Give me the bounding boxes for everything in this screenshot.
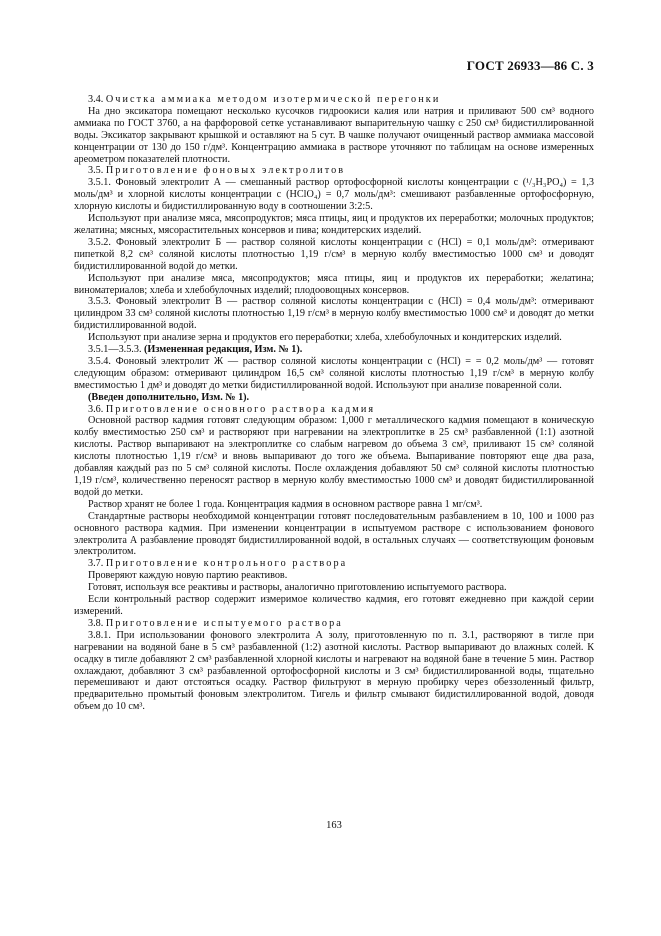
paragraph: 3.8.1. При использовании фонового электролита А золу, приготовленную по п. 3.1, растворяют в тигле при нагревании на водяной бане в 5 см³ разбавленной (1:2) азотной кислоты. Раствор выпаривают до влажных солей. К осадку в тигле добавляют 2 см³ разбавленной хлорной кислоты и нагревают на водяной бане в течение 5 мин. Раствор охлаждают, добавляют 3 см³ разбавленной ортофосфорной кислоты и 3 см³ бидистиллированной воды, тщательно перемешивают и дают отстояться осадку. Раствор фильтруют в мерную пробирку через обеззоленный фильтр, предварительно промытый фоновым электролитом. Тигель и фильтр смывают бидистиллированной водой, доводя объем до 10 см³.	[74, 629, 594, 713]
paragraph: 3.5.4. Фоновый электролит Ж — раствор соляной кислоты концентрации c (HCl) = = 0,2 моль/дм³ — готовят следующим образом: отмеривают цилиндром 16,5 см³ соляной кислоты плотностью 1,19 г/см³ в мерную колбу вместимостью 1 дм³ и доводят до метки бидистиллированной водой. Используют при анализе поваренной соли.	[74, 355, 594, 391]
section-heading: 3.7. Приготовление контрольного раствора	[88, 558, 348, 570]
section-heading: 3.6. Приготовление основного раствора кадмия	[88, 403, 376, 415]
paragraph: Готовят, используя все реактивы и растворы, аналогично приготовлению испытуемого раствора.	[88, 582, 507, 594]
section-heading: 3.5. Приготовление фоновых электролитов	[88, 165, 346, 177]
paragraph: 3.5.1. Фоновый электролит А — смешанный раствор ортофосфорной кислоты концентрации c (¹/₃H₃PO₄) = 1,3 моль/дм³ и хлорной кислоты концентрации c (HClO₄) = 0,7 моль/дм³: смешивают разбавленные ортофосфорную, хлорную кислоты и бидистиллированную воду в соотношении 3:2:5.	[74, 177, 594, 213]
paragraph: На дно эксикатора помещают несколько кусочков гидроокиси калия или натрия и приливают 500 см³ водного аммиака по ГОСТ 3760, а на фарфоровой сетке устанавливают выпарительную чашку с 250 см³ бидистиллированной воды. Эксикатор закрывают крышкой и оставляют на 5 сут. В чашке получают очищенный раствор аммиака массовой концентрации от 130 до 150 г/дм³. Концентрацию аммиака в растворе уточняют по таблицам на основе измеренных ареометром показателей плотности.	[74, 105, 594, 165]
paragraph: Если контрольный раствор содержит измеримое количество кадмия, его готовят ежедневно при каждой серии измерений.	[74, 594, 594, 617]
paragraph: Используют при анализе мяса, мясопродуктов; мяса птицы, яиц и продуктов их переработки; желатина; виноматериалов; хлеба и хлебобулочных изделий; плодоовощных консервов.	[74, 272, 594, 296]
paragraph: Проверяют каждую новую партию реактивов.	[88, 570, 288, 582]
paragraph: 3.5.3. Фоновый электролит В — раствор соляной кислоты концентрации c (HCl) = 0,4 моль/дм³: отмеривают цилиндром 33 см³ соляной кислоты плотностью 1,19 г/см³ в мерную колбу вместимостью 1000 см³ и доводят до метки бидистиллированной водой.	[74, 296, 594, 332]
section-heading: 3.8. Приготовление испытуемого раствора	[88, 617, 343, 629]
page-header: ГОСТ 26933—86 С. 3	[466, 58, 594, 73]
paragraph: Раствор хранят не более 1 года. Концентрация кадмия в основном растворе равна 1 мг/см³.	[88, 498, 483, 510]
paragraph: Стандартные растворы необходимой концентрации готовят последовательным разбавлением в 10, 100 и 1000 раз основного раствора кадмия. При изменении концентрации в испытуемом растворе с использованием фонового электролита А разбавление проводят бидистиллированной водой, в остальных случаях — соответствующим фоновым электролитом.	[74, 510, 594, 558]
paragraph: Используют при анализе зерна и продуктов его переработки; хлеба, хлебобулочных и кондитерских изделий.	[88, 332, 562, 344]
section-heading: 3.4. Очистка аммиака методом изотермической перегонки	[88, 94, 441, 105]
page-number: 163	[326, 820, 342, 831]
paragraph: Используют при анализе мяса, мясопродуктов; мяса птицы, яиц и продуктов их переработки; молочных продуктов; желатина; мясных, мясорастительных консервов и пива; кондитерских изделий.	[74, 213, 594, 236]
paragraph: Основной раствор кадмия готовят следующим образом: 1,000 г металлического кадмия помещают в коническую колбу вместимостью 250 см³ и растворяют при нагревании на электроплитке в 25 см³ разбавленной (1:1) азотной кислоты. Раствор выпаривают на электроплитке со слабым нагревом до объема 3 см³, приливают 15 см³ соляной кислоты плотностью 1,19 г/см³ и вновь выпаривают до того же объема. Выпаривание повторяют еще два раза, добавляя каждый раз по 5 см³ соляной кислоты. После охлаждения добавляют 50 см³ соляной кислоты плотностью 1,19 г/см³, количественно переносят раствор в мерную колбу вместимостью 1000 см³ и доводят бидистиллированной водой до метки.	[74, 415, 594, 498]
document-body	[74, 94, 594, 713]
paragraph: 3.5.2. Фоновый электролит Б — раствор соляной кислоты концентрации c (HCl) = 0,1 моль/дм³: отмеривают пипеткой 8,2 см³ соляной кислоты плотностью 1,19 г/см³ в мерную колбу вместимостью 1000 см³ и доводят бидистиллированной водой до метки.	[74, 236, 594, 272]
amendment-note: 3.5.1—3.5.3. (Измененная редакция, Изм. № 1).	[88, 344, 303, 356]
amendment-note: (Введен дополнительно, Изм. № 1).	[88, 391, 250, 403]
